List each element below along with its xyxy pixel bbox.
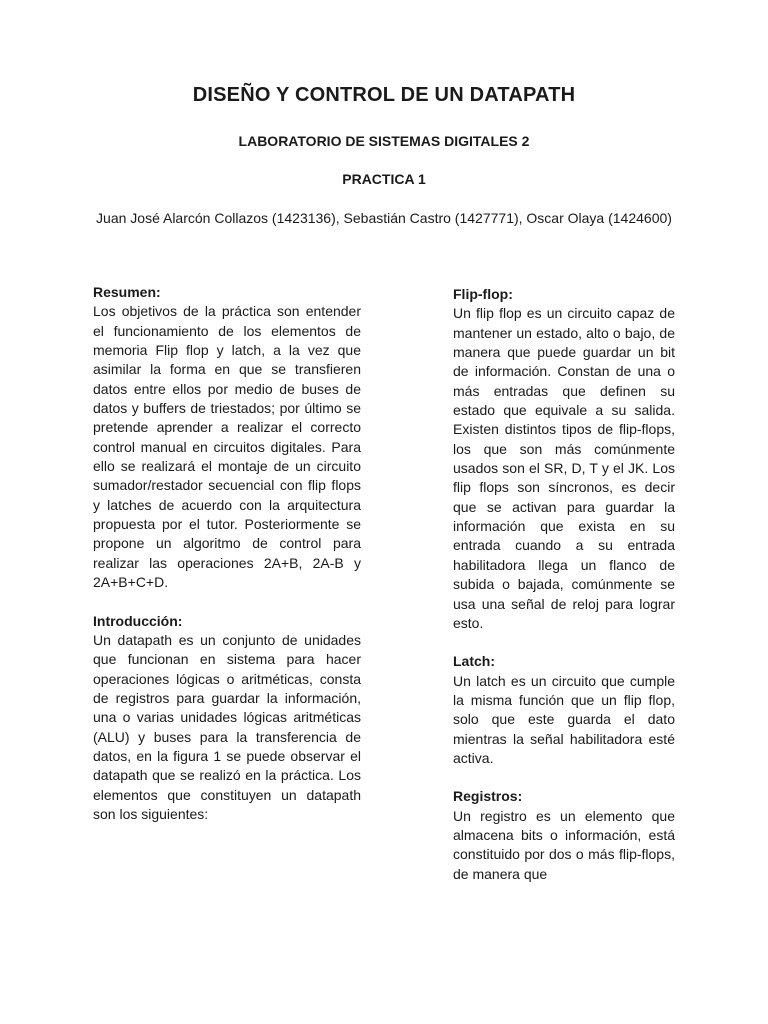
section-heading-flipflop: Flip-flop:: [453, 286, 513, 302]
practice-number: PRACTICA 1: [342, 171, 426, 187]
authors-line: Juan José Alarcón Collazos (1423136), Sebastián Castro (1427771), Oscar Olaya (1424600): [96, 210, 672, 226]
section-registros: [453, 787, 675, 884]
document-subtitle: LABORATORIO DE SISTEMAS DIGITALES 2: [238, 133, 530, 149]
section-latch: [453, 652, 675, 768]
section-heading-introduccion: Introducción:: [93, 612, 183, 629]
section-resumen: [93, 283, 361, 593]
section-text-introduccion: Un datapath es un conjunto de unidades que funcionan en sistema para hacer operaciones lógicas o aritméticas, consta de registros para guardar la información, una o varias unidades lógicas aritméticas (ALU) y buses para la transferencia de datos, en la figura 1 se puede observar el datapath que se realizó en la práctica. Los elementos que constituyen un datapath son los siguientes:: [93, 631, 361, 822]
section-text-resumen: Los objetivos de la práctica son entender el funcionamiento de los elementos de memoria Flip flop y latch, a la vez que asimilar la forma en que se transfieren datos entre ellos por medio de buses de datos y buffers de triestados; por último se pretende aprender a realizar el correcto control manual en circuitos digitales. Para ello se realizará el montaje de un circuito sumador/restador secuencial con flip flops y latches de acuerdo con la arquitectura propuesta por el tutor. Posteriormente se propone un algoritmo de control para realizar las operaciones 2A+B, 2A-B y 2A+B+C+D.: [93, 303, 361, 591]
section-flipflop: [453, 285, 675, 633]
left-column: [93, 283, 361, 843]
document-title: DISEÑO Y CONTROL DE UN DATAPATH: [192, 84, 576, 106]
section-heading-registros: Registros:: [453, 788, 523, 805]
section-introduccion: [93, 612, 361, 825]
section-text-latch: Un latch es un circuito que cumple la misma función que un flip flop, solo que este guarda el dato mientras la señal habilitadora esté activa.: [453, 672, 675, 766]
section-text-registros: Un registro es un elemento que almacena bits o información, está constituido por dos o más flip-flops, de manera que: [453, 807, 675, 882]
section-text-flipflop: Un flip flop es un circuito capaz de mantener un estado, alto o bajo, de manera que puede guardar un bit de información. Constan de una o más entradas que definen su estado que equivale a su salida. Existen distintos tipos de flip-flops, los que son más comúnmente usados son el SR, D, T y el JK. Los flip flops son síncronos, es decir que se activan para guardar la información que exista en su entrada cuando a su entrada habilitadora llega un flanco de subida o bajada, comúnmente se usa una señal de reloj para lograr esto.: [453, 305, 675, 631]
section-heading-latch: Latch:: [453, 653, 495, 670]
section-heading-resumen: Resumen:: [93, 284, 161, 300]
right-column: [453, 285, 675, 903]
